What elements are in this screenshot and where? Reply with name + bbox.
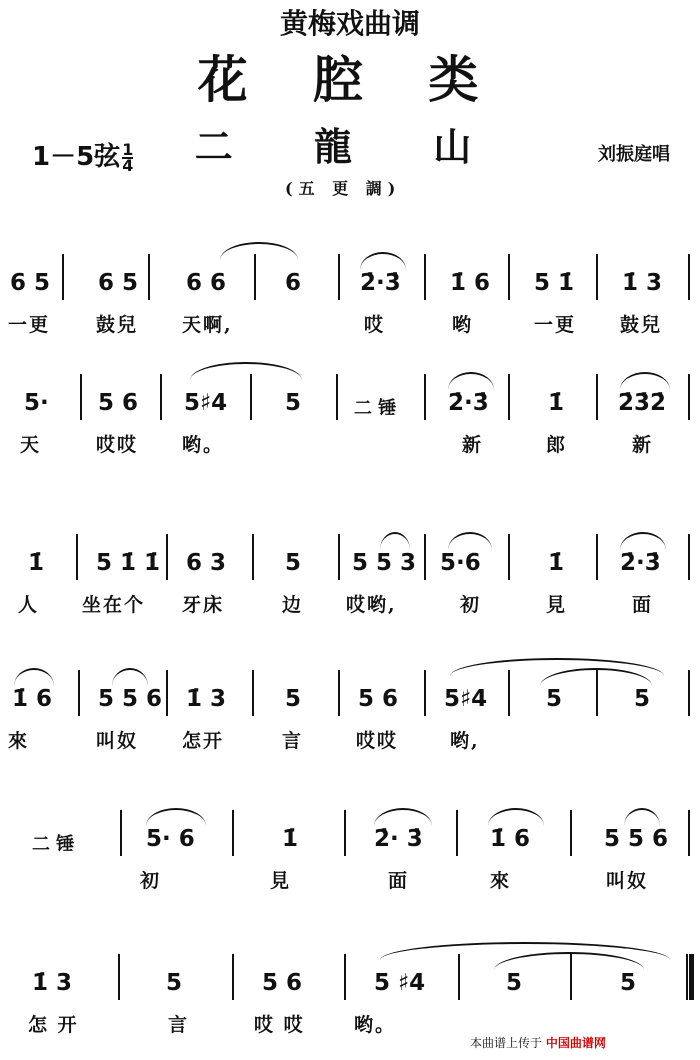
note-group: 6 5 [98, 270, 139, 296]
barline [570, 810, 572, 856]
note-group: 2̇3̇2̇ [618, 390, 667, 416]
meter-denominator: 4 [122, 155, 134, 175]
slur [146, 808, 206, 826]
lyric: 見 [546, 594, 568, 616]
lyric: 言 [282, 730, 304, 752]
slur [112, 668, 148, 686]
note-group: 5· 6 [146, 826, 195, 852]
lyric: 哟, [450, 730, 480, 752]
category-heading: 花 腔 类 [197, 50, 503, 109]
barline [508, 254, 510, 300]
lyric: 人 [18, 594, 40, 616]
barline [80, 374, 82, 420]
lyric: 怎开 [182, 730, 225, 752]
barline [252, 534, 254, 580]
note-group: 5♯4 [444, 686, 488, 712]
lyric: 面 [388, 870, 410, 892]
lyric: 哎哎 [356, 730, 399, 752]
lyric: 初 [460, 594, 482, 616]
note-group: 6 [285, 270, 302, 296]
barline [254, 254, 256, 300]
barline [344, 954, 346, 1000]
lyric: 哟。 [354, 1014, 397, 1036]
lyric: 見 [270, 870, 292, 892]
time-signature [122, 139, 134, 175]
lyric: 初 [140, 870, 162, 892]
note-group: 5· [24, 390, 49, 416]
lyric: 鼓兒 [96, 314, 139, 336]
note-group: 2̇·3̇ [620, 550, 661, 576]
barline [424, 254, 426, 300]
note-group: 5 1̇ 1̇ [96, 550, 161, 576]
barline [78, 670, 80, 716]
lyric: 言 [168, 1014, 190, 1036]
note-group: 5 [506, 970, 523, 996]
barline [336, 374, 338, 420]
barline [338, 670, 340, 716]
barline [250, 374, 252, 420]
barline [232, 954, 234, 1000]
barline [688, 254, 690, 300]
lyric: 天 [20, 434, 42, 456]
barline [458, 954, 460, 1000]
note-group: 5·6 [440, 550, 481, 576]
lyric: 新 [632, 434, 654, 456]
note-group: 5 [285, 550, 302, 576]
score-line-3 [0, 516, 700, 626]
lyric: 面 [632, 594, 654, 616]
lyric: 鼓兒 [620, 314, 663, 336]
note-group: 6 3 [186, 550, 227, 576]
barline [76, 534, 78, 580]
note-group: 1̇ 6 [450, 270, 491, 296]
note-group: 1̇ 3 [186, 686, 227, 712]
genre-heading: 黄梅戏曲调 [279, 7, 420, 40]
note-group: 2̇·3̇ [360, 270, 401, 296]
slur [380, 532, 410, 550]
score-line-6 [0, 936, 700, 1046]
note-group: 2̇· 3̇ [374, 826, 423, 852]
lyric: 天啊, [182, 314, 233, 336]
note-group: 二 锤 [354, 398, 397, 419]
note-group: 5 6 [262, 970, 303, 996]
lyric: 哟 [452, 314, 474, 336]
note-group: 1̇ 3 [622, 270, 663, 296]
lyric: 哎 [364, 314, 386, 336]
lyric: 叫奴 [96, 730, 139, 752]
score-line-5 [0, 792, 700, 902]
note-group: 6 5 [10, 270, 51, 296]
barline [688, 534, 690, 580]
lyric: 边 [282, 594, 304, 616]
barline [62, 254, 64, 300]
note-group: 5♯4 [184, 390, 228, 416]
barline [118, 954, 120, 1000]
lyric: 一更 [534, 314, 577, 336]
lyric: 郎 [546, 434, 568, 456]
slur [190, 362, 302, 380]
note-group: 1̇ 6 [490, 826, 531, 852]
barline [120, 810, 122, 856]
footer-upload-text: 本曲谱上传于 [470, 1036, 543, 1050]
note-group: 5 [285, 390, 302, 416]
score-line-1 [0, 236, 700, 346]
lyric: 哟。 [182, 434, 225, 456]
lyric: 一更 [8, 314, 51, 336]
note-group: 5 [166, 970, 183, 996]
slur [620, 532, 666, 550]
lyric: 坐在个 [82, 594, 146, 616]
singer-credit: 刘振庭唱 [598, 144, 670, 165]
note-group: 1̇ 6 [12, 686, 53, 712]
lyric: 哎哟, [346, 594, 397, 616]
barline [166, 670, 168, 716]
note-group: 5 5 6 [604, 826, 669, 852]
slur [448, 372, 494, 390]
slur [374, 808, 432, 826]
note-group: 5 [634, 686, 651, 712]
note-group: 5 [285, 686, 302, 712]
barline [424, 670, 426, 716]
slur [448, 532, 492, 550]
note-group: 2̇·3̇ [448, 390, 489, 416]
barline [596, 254, 598, 300]
note-group: 二 锤 [32, 834, 75, 855]
lyric: 牙床 [182, 594, 225, 616]
slur [620, 372, 670, 390]
barline [508, 534, 510, 580]
note-group: 5 5 6 [98, 686, 163, 712]
barline [148, 254, 150, 300]
meter-numerator: 1 [122, 139, 134, 159]
note-group: 5 [546, 686, 563, 712]
barline [338, 254, 340, 300]
note-group: 5 ♯4 [374, 970, 426, 996]
note-group: 5 6 [358, 686, 399, 712]
slur [220, 242, 298, 260]
barline [508, 374, 510, 420]
slur [14, 668, 54, 686]
lyric: 來 [490, 870, 512, 892]
note-group: 1̇ [548, 550, 565, 576]
subtitle: (五 更 調) [285, 179, 402, 198]
barline [596, 374, 598, 420]
barline [232, 810, 234, 856]
site-link[interactable]: 中国曲谱网 [545, 1036, 606, 1050]
final-barline [686, 954, 694, 1000]
lyric: 新 [462, 434, 484, 456]
note-group: 6 6 [186, 270, 227, 296]
barline [160, 374, 162, 420]
note-group: 1̇ 3 [32, 970, 73, 996]
lyric: 叫奴 [606, 870, 649, 892]
footer [470, 1034, 606, 1051]
score-line-4 [0, 652, 700, 762]
barline [424, 374, 426, 420]
score-line-2 [0, 356, 700, 466]
lyric: 哎哎 [96, 434, 139, 456]
note-group: 5 1̇ [534, 270, 575, 296]
note-group: 5 5 3 [352, 550, 417, 576]
barline [596, 534, 598, 580]
lyric: 哎 哎 [254, 1014, 305, 1036]
key-label: 1－5弦 [32, 142, 121, 172]
barline [456, 810, 458, 856]
barline [338, 534, 340, 580]
barline [424, 534, 426, 580]
note-group: 1̇ [28, 550, 45, 576]
lyric: 來 [8, 730, 30, 752]
lyric: 怎 开 [28, 1014, 79, 1036]
barline [166, 534, 168, 580]
note-group: 1̇ [282, 826, 299, 852]
key-signature [32, 136, 133, 173]
barline [688, 810, 690, 856]
barline [252, 670, 254, 716]
barline [344, 810, 346, 856]
note-group: 5 [620, 970, 637, 996]
barline [508, 670, 510, 716]
song-title: 二 龍 山 [194, 124, 506, 169]
note-group: 5 6 [98, 390, 139, 416]
slur [488, 808, 544, 826]
slur [624, 808, 660, 826]
barline [688, 374, 690, 420]
barline [688, 670, 690, 716]
note-group: 1̇ [548, 390, 565, 416]
slur [360, 252, 406, 270]
